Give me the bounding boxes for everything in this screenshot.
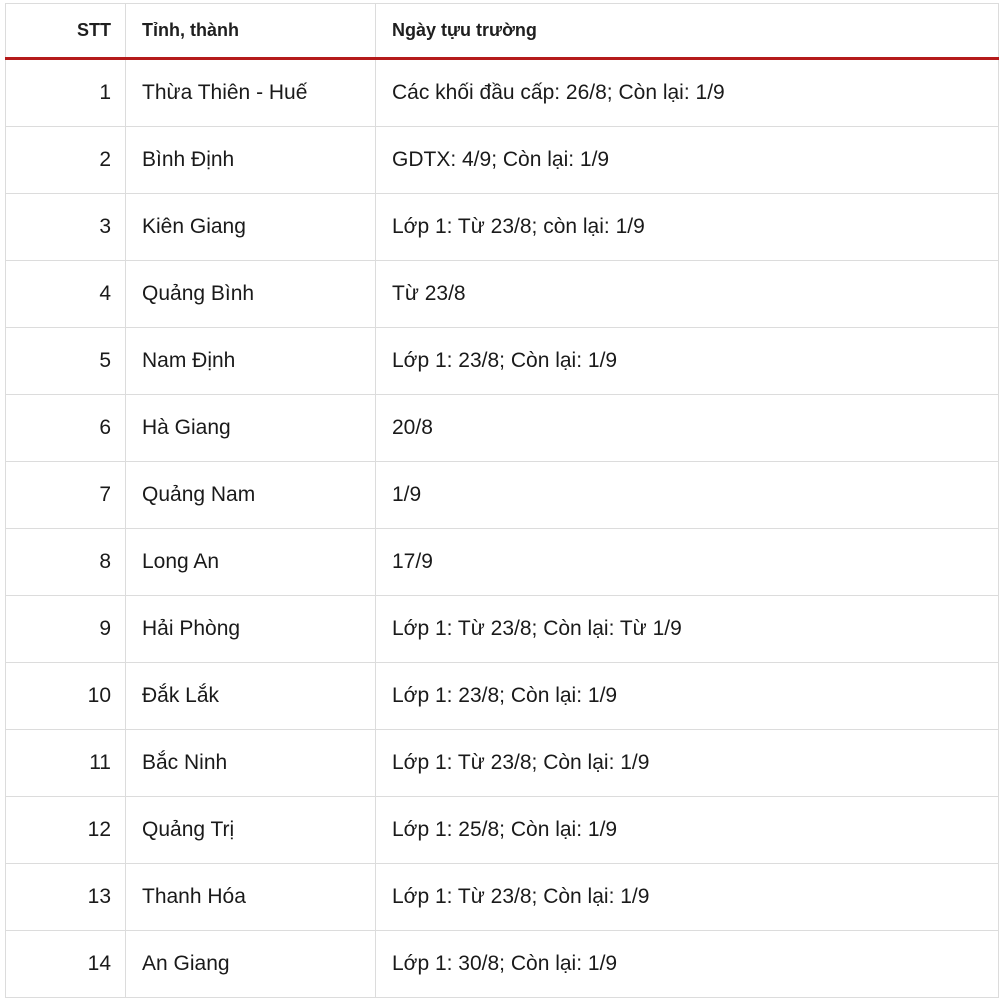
- cell-province: Quảng Bình: [126, 261, 376, 328]
- cell-date: Lớp 1: 23/8; Còn lại: 1/9: [376, 663, 999, 730]
- cell-date: Lớp 1: 25/8; Còn lại: 1/9: [376, 797, 999, 864]
- header-stt: STT: [6, 4, 126, 59]
- cell-date: Lớp 1: Từ 23/8; còn lại: 1/9: [376, 194, 999, 261]
- cell-stt: 6: [6, 395, 126, 462]
- table-row: [6, 261, 999, 328]
- cell-province: An Giang: [126, 931, 376, 998]
- cell-province: Hà Giang: [126, 395, 376, 462]
- table-row: [6, 931, 999, 998]
- cell-province: Quảng Nam: [126, 462, 376, 529]
- table-row: [6, 328, 999, 395]
- cell-date: Lớp 1: Từ 23/8; Còn lại: 1/9: [376, 730, 999, 797]
- cell-date: 20/8: [376, 395, 999, 462]
- table-row: [6, 596, 999, 663]
- cell-province: Nam Định: [126, 328, 376, 395]
- cell-stt: 14: [6, 931, 126, 998]
- table-row: [6, 663, 999, 730]
- cell-date: Từ 23/8: [376, 261, 999, 328]
- cell-stt: 1: [6, 59, 126, 127]
- table-row: [6, 529, 999, 596]
- cell-date: Lớp 1: Từ 23/8; Còn lại: Từ 1/9: [376, 596, 999, 663]
- table-row: [6, 730, 999, 797]
- cell-stt: 2: [6, 127, 126, 194]
- cell-province: Long An: [126, 529, 376, 596]
- table-row: [6, 395, 999, 462]
- table-row: [6, 127, 999, 194]
- cell-province: Kiên Giang: [126, 194, 376, 261]
- table-header: [6, 4, 999, 59]
- cell-province: Quảng Trị: [126, 797, 376, 864]
- cell-date: Lớp 1: 30/8; Còn lại: 1/9: [376, 931, 999, 998]
- cell-stt: 7: [6, 462, 126, 529]
- cell-date: Các khối đầu cấp: 26/8; Còn lại: 1/9: [376, 59, 999, 127]
- cell-date: 17/9: [376, 529, 999, 596]
- header-province: Tỉnh, thành: [126, 4, 376, 59]
- cell-stt: 5: [6, 328, 126, 395]
- cell-stt: 13: [6, 864, 126, 931]
- header-row: [6, 4, 999, 59]
- cell-stt: 11: [6, 730, 126, 797]
- school-opening-table: [5, 3, 999, 998]
- table-row: [6, 194, 999, 261]
- cell-date: GDTX: 4/9; Còn lại: 1/9: [376, 127, 999, 194]
- header-date: Ngày tựu trường: [376, 4, 999, 59]
- cell-stt: 3: [6, 194, 126, 261]
- cell-province: Hải Phòng: [126, 596, 376, 663]
- cell-date: Lớp 1: 23/8; Còn lại: 1/9: [376, 328, 999, 395]
- cell-stt: 9: [6, 596, 126, 663]
- table-row: [6, 797, 999, 864]
- cell-stt: 8: [6, 529, 126, 596]
- table-row: [6, 59, 999, 127]
- cell-province: Bắc Ninh: [126, 730, 376, 797]
- school-opening-table-container: [5, 3, 999, 998]
- cell-province: Bình Định: [126, 127, 376, 194]
- cell-stt: 12: [6, 797, 126, 864]
- cell-date: 1/9: [376, 462, 999, 529]
- cell-date: Lớp 1: Từ 23/8; Còn lại: 1/9: [376, 864, 999, 931]
- cell-province: Đắk Lắk: [126, 663, 376, 730]
- cell-province: Thừa Thiên - Huế: [126, 59, 376, 127]
- table-body: [6, 59, 999, 998]
- table-row: [6, 864, 999, 931]
- cell-stt: 4: [6, 261, 126, 328]
- cell-stt: 10: [6, 663, 126, 730]
- cell-province: Thanh Hóa: [126, 864, 376, 931]
- table-row: [6, 462, 999, 529]
